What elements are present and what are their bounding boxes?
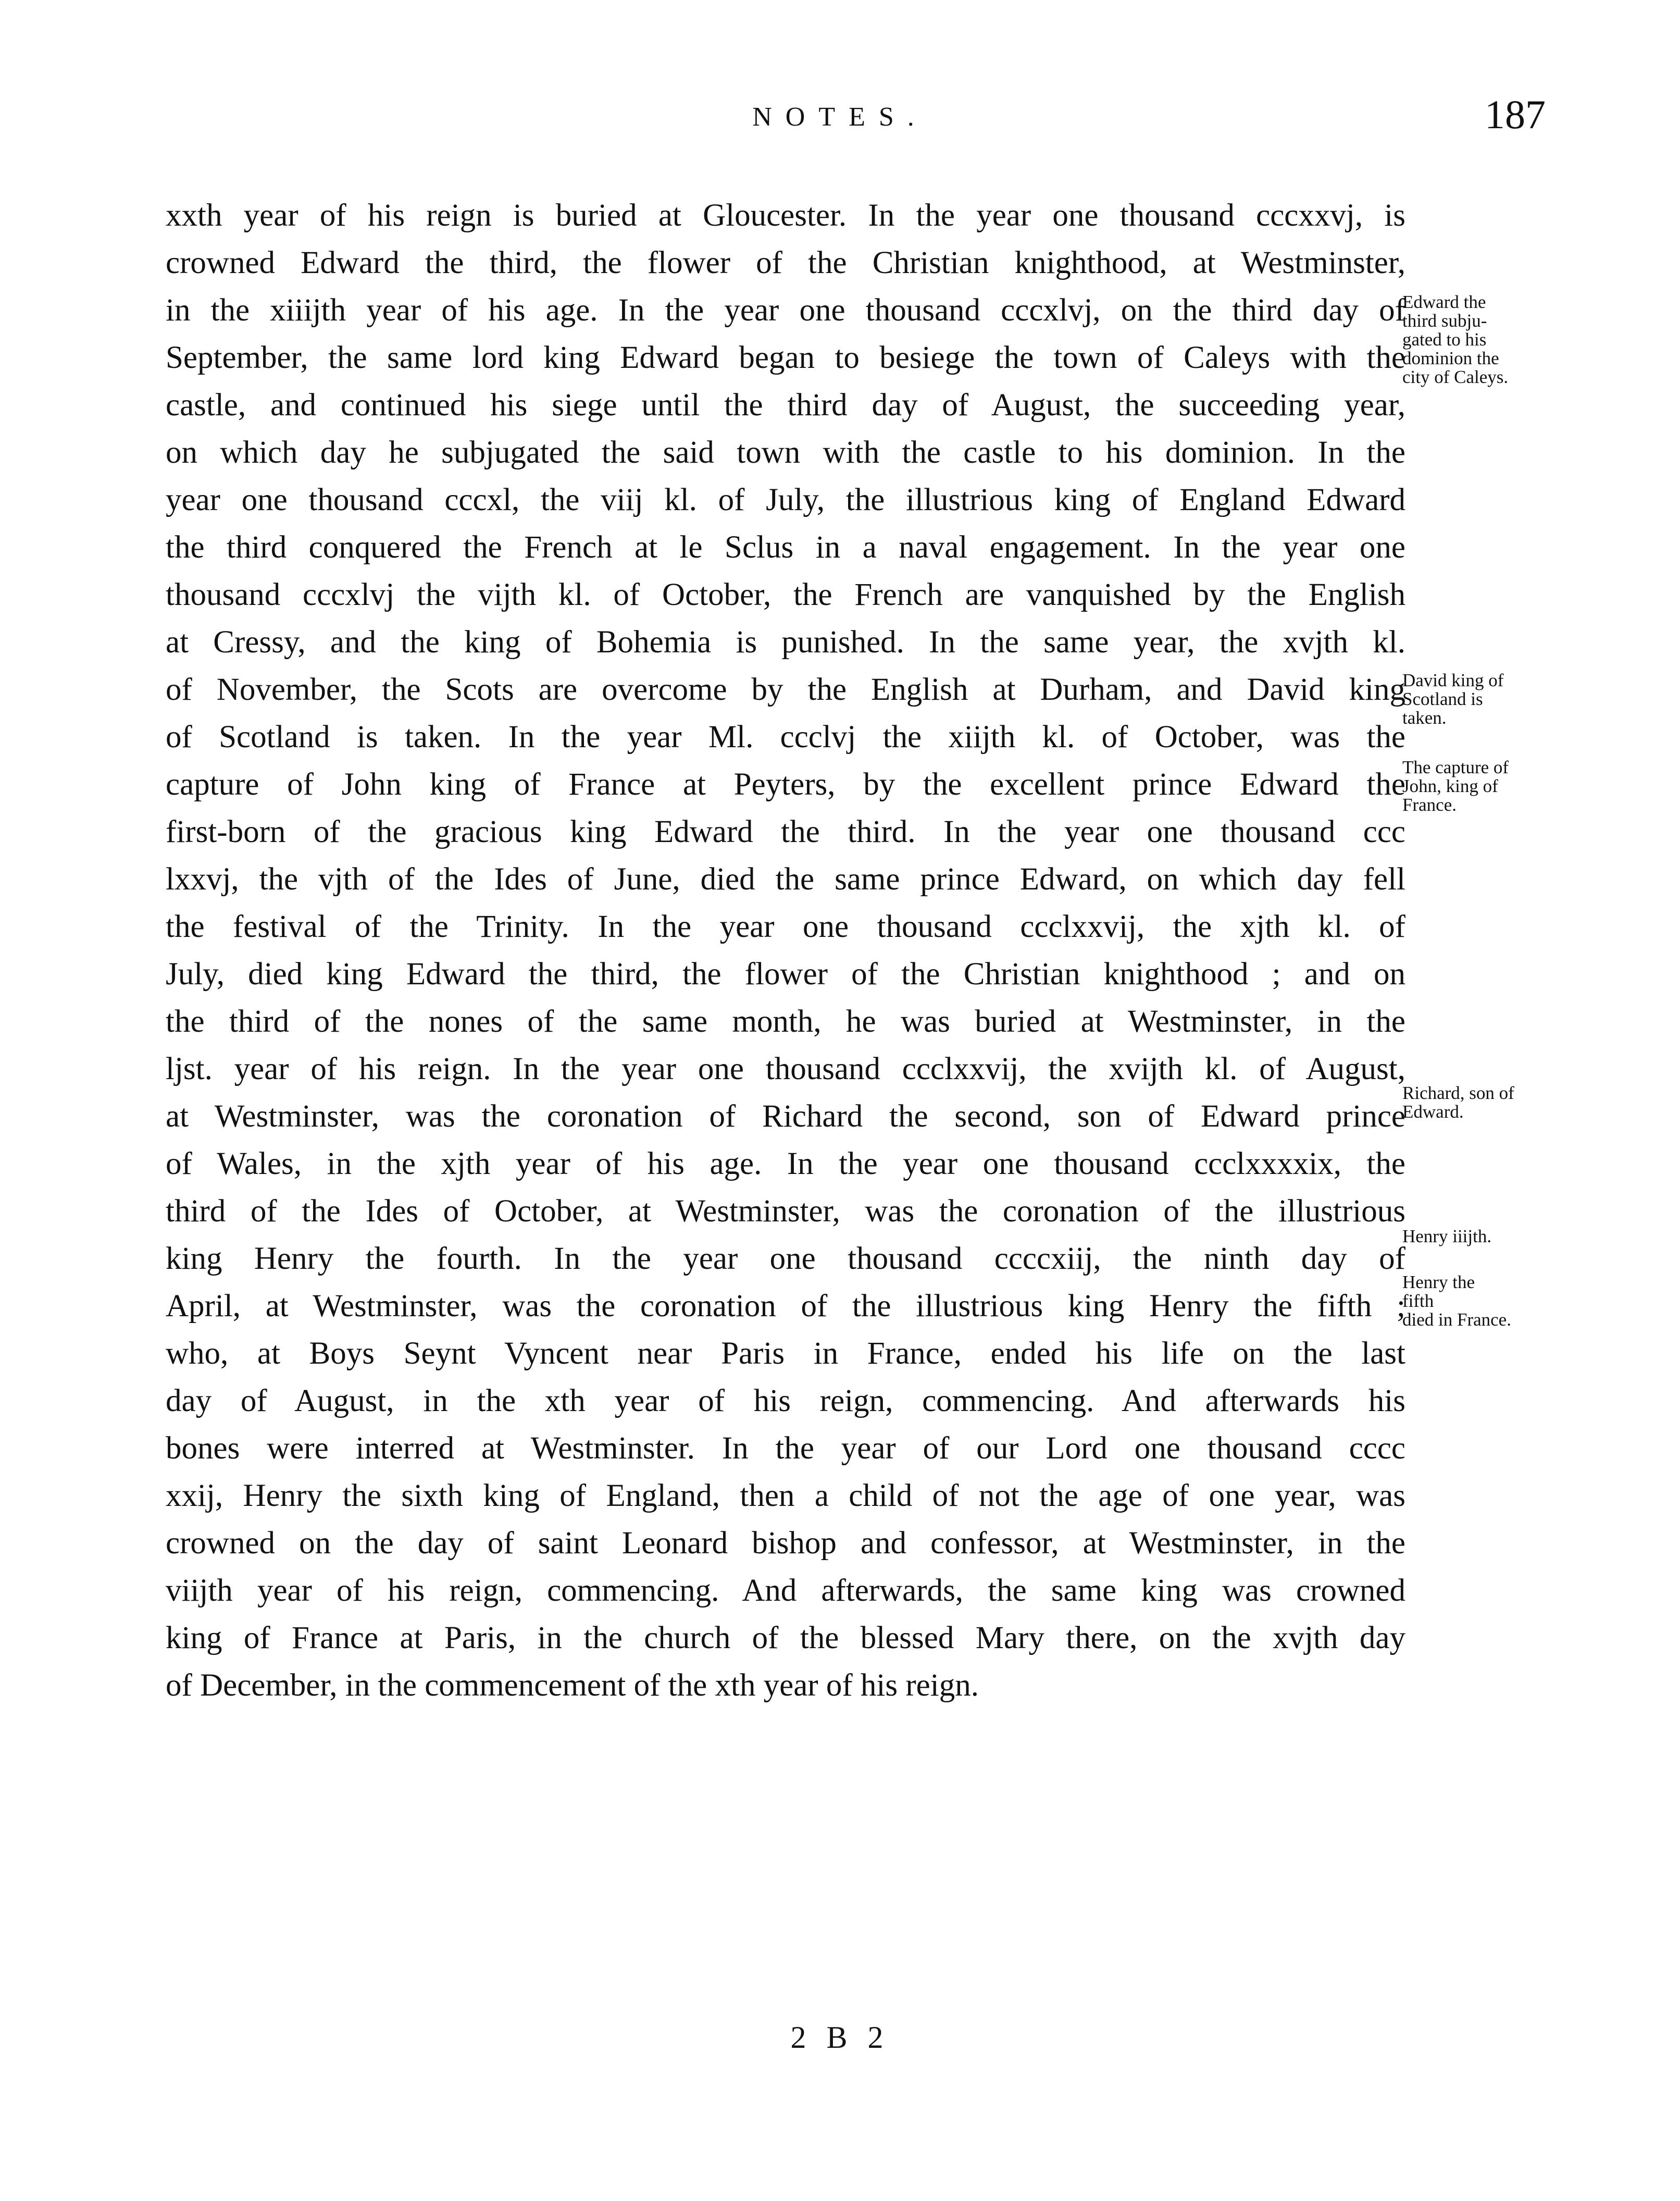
margin-note-line: The capture of xyxy=(1402,757,1509,777)
margin-note-john-france xyxy=(1402,758,1611,814)
signature-mark: 2 B 2 xyxy=(790,2020,890,2055)
margin-note-line: David king of xyxy=(1402,670,1504,690)
text-line: at Cressy, and the king of Bohemia is punished. In the same year, the xvjth kl. xyxy=(166,625,1405,660)
margin-note-henry-iv xyxy=(1402,1227,1611,1246)
text-line: at Westminster, was the coronation of Richard the second, son of Edward prince xyxy=(166,1099,1405,1134)
margin-note-line: Henry the xyxy=(1402,1272,1475,1292)
margin-note-line: died in France. xyxy=(1402,1309,1511,1330)
margin-note-henry-v xyxy=(1402,1273,1611,1329)
text-line: of November, the Scots are overcome by the English at Durham, and David king xyxy=(166,672,1405,707)
text-line: of Wales, in the xjth year of his age. In the year one thousand ccclxxxxix, the xyxy=(166,1146,1405,1181)
text-line: day of August, in the xth year of his reign, commencing. And afterwards his xyxy=(166,1383,1405,1418)
text-line: first-born of the gracious king Edward the third. In the year one thousand ccc xyxy=(166,814,1405,849)
text-line: xxij, Henry the sixth king of England, then a child of not the age of one year, was xyxy=(166,1478,1405,1513)
text-line: crowned on the day of saint Leonard bishop and confessor, at Westminster, in the xyxy=(166,1526,1405,1561)
text-line: bones were interred at Westminster. In the year of our Lord one thousand cccc xyxy=(166,1431,1405,1466)
text-line: lxxvj, the vjth of the Ides of June, died the same prince Edward, on which day fell xyxy=(166,862,1405,897)
margin-note-line: city of Caleys. xyxy=(1402,367,1509,387)
margin-note-david-scotland xyxy=(1402,671,1611,727)
margin-note-line: taken. xyxy=(1402,708,1447,728)
text-line: the festival of the Trinity. In the year one thousand ccclxxvij, the xjth kl. of xyxy=(166,909,1405,944)
text-line: July, died king Edward the third, the flower of the Christian knighthood ; and on xyxy=(166,957,1405,992)
text-line: king Henry the fourth. In the year one thousand ccccxiij, the ninth day of xyxy=(166,1241,1405,1276)
text-line: third of the Ides of October, at Westminster, was the coronation of the illustrious xyxy=(166,1194,1405,1229)
margin-note-line: dominion the xyxy=(1402,348,1499,368)
text-line: castle, and continued his siege until the third day of August, the succeeding year, xyxy=(166,388,1405,423)
text-line: on which day he subjugated the said town with the castle to his dominion. In the xyxy=(166,435,1405,470)
text-line: the third conquered the French at le Sclus in a naval engagement. In the year one xyxy=(166,530,1405,565)
margin-note-line: France. xyxy=(1402,795,1457,815)
margin-note-line: John, king of xyxy=(1402,776,1498,796)
margin-note-richard xyxy=(1402,1084,1611,1121)
text-line: king of France at Paris, in the church of the blessed Mary there, on the xvjth day xyxy=(166,1621,1405,1655)
running-head: NOTES. xyxy=(752,102,928,132)
margin-note-line: Richard, son of xyxy=(1402,1083,1514,1103)
margin-note-line: Edward the xyxy=(1402,292,1486,312)
text-line: year one thousand cccxl, the viij kl. of July, the illustrious king of England Edward xyxy=(166,483,1405,517)
text-line: capture of John king of France at Peyters, by the excellent prince Edward the xyxy=(166,767,1405,802)
text-line: who, at Boys Seynt Vyncent near Paris in France, ended his life on the last xyxy=(166,1336,1405,1371)
text-line: in the xiiijth year of his age. In the year one thousand cccxlvj, on the third day of xyxy=(166,293,1405,328)
text-line: ljst. year of his reign. In the year one thousand ccclxxvij, the xvijth kl. of August, xyxy=(166,1052,1405,1086)
text-line: of Scotland is taken. In the year Ml. ccclvj the xiijth kl. of October, was the xyxy=(166,720,1405,755)
text-line: viijth year of his reign, commencing. And afterwards, the same king was crowned xyxy=(166,1573,1405,1608)
text-line: crowned Edward the third, the flower of the Christian knighthood, at Westminster, xyxy=(166,245,1405,280)
text-line: of December, in the commencement of the xth year of his reign. xyxy=(166,1668,979,1703)
text-line: xxth year of his reign is buried at Gloucester. In the year one thousand cccxxvj, is xyxy=(166,198,1405,233)
text-line: September, the same lord king Edward began to besiege the town of Caleys with the xyxy=(166,340,1405,375)
main-text xyxy=(166,192,1405,1709)
margin-note-line: gated to his xyxy=(1402,329,1487,350)
text-line: April, at Westminster, was the coronation of the illustrious king Henry the fifth ; xyxy=(166,1289,1405,1324)
margin-note-line: Edward. xyxy=(1402,1102,1464,1122)
margin-note-line: fifth xyxy=(1402,1291,1434,1311)
text-line: thousand cccxlvj the vijth kl. of October, the French are vanquished by the English xyxy=(166,577,1405,612)
margin-note-line: Scotland is xyxy=(1402,689,1483,709)
margin-note-line: Henry iiijth. xyxy=(1402,1226,1492,1246)
text-line: the third of the nones of the same month, he was buried at Westminster, in the xyxy=(166,1004,1405,1039)
page-number: 187 xyxy=(1485,92,1546,137)
margin-note-line: third subju- xyxy=(1402,311,1487,331)
margin-note-edward-caleys xyxy=(1402,293,1611,387)
